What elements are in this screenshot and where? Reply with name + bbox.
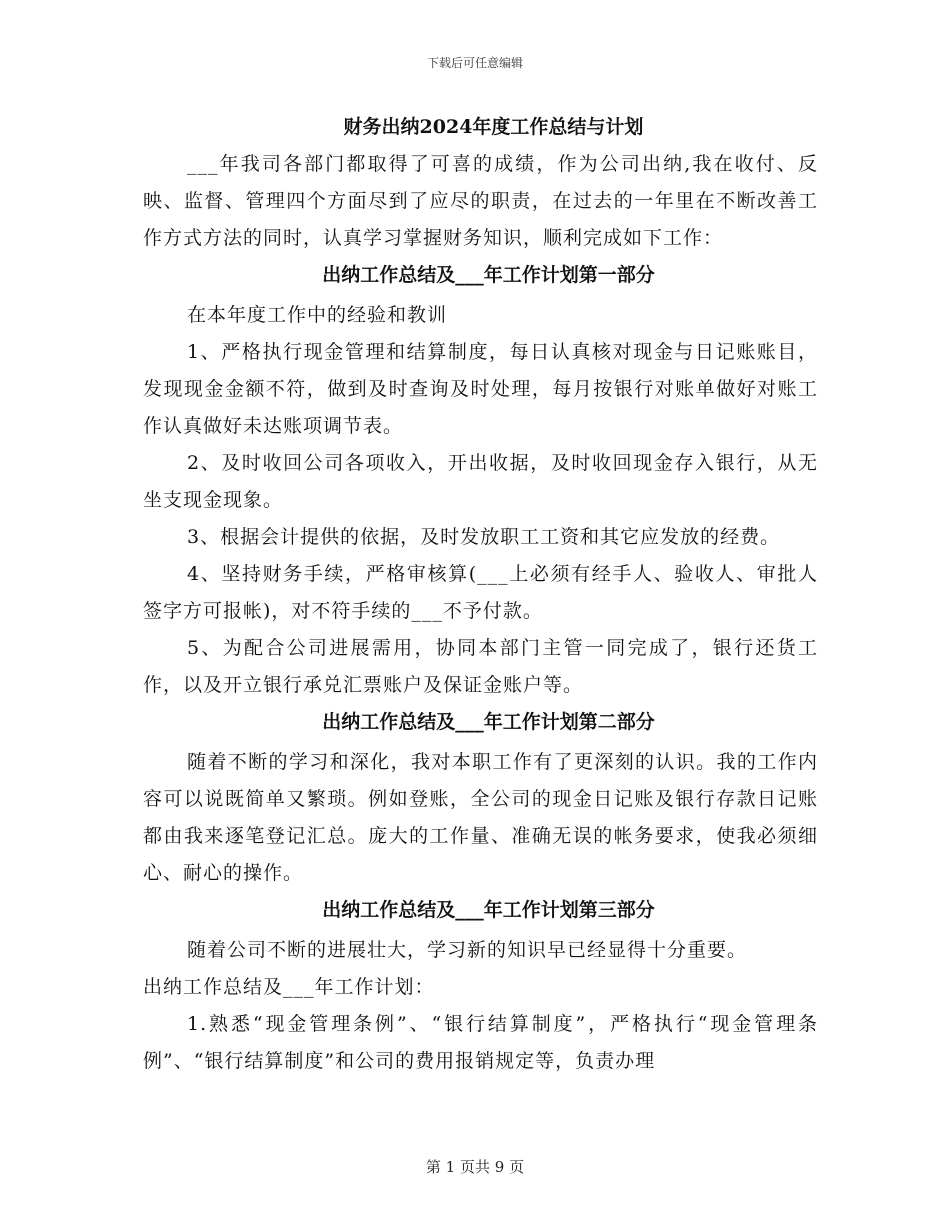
section-paragraph: 随着公司不断的进展壮大，学习新的知识早已经显得十分重要。 [187,939,748,961]
section-heading-3: 出纳工作总结及___年工作计划第三部分 [322,899,655,921]
list-item: 5、为配合公司进展需用，协同本部门主管一同完成了，银行还货工作，以及开立银行承兑汇票账户及保证金账户等。 [143,637,818,696]
section-subheading: 在本年度工作中的经验和教训 [187,304,448,326]
section-heading-1: 出纳工作总结及___年工作计划第一部分 [322,264,655,286]
header-note: 下载后可任意编辑 [426,56,523,70]
page-indicator: 第 1 页共 9 页 [425,1158,525,1176]
list-item: 3、根据会计提供的依据，及时发放职工工资和其它应发放的经费。 [187,526,781,548]
intro-paragraph: ___年我司各部门都取得了可喜的成绩，作为公司出纳,我在收付、反映、监督、管理四个方面尽到了应尽的职责，在过去的一年里在不断改善工作方式方法的同时，认真学习掌握财务知识，顺利完成如下工作： [143,153,818,249]
document-body [143,112,818,1080]
list-item: 4、坚持财务手续，严格审核算(___上必须有经手人、验收人、审批人签字方可报帐)，对不符手续的___不予付款。 [143,563,818,622]
list-item: 1、严格执行现金管理和结算制度，每日认真核对现金与日记账账目，发现现金金额不符，做到及时查询及时处理，每月按银行对账单做好对账工作认真做好未达账项调节表。 [143,341,818,437]
section-paragraph: 随着不断的学习和深化，我对本职工作有了更深刻的认识。我的工作内容可以说既简单又繁琐。例如登账，全公司的现金日记账及银行存款日记账都由我来逐笔登记汇总。庞大的工作量、准确无误的帐务要求，使我必须细心、耐心的操作。 [143,751,818,884]
document-title: 财务出纳2024年度工作总结与计划 [343,116,644,138]
list-item: 2、及时收回公司各项收入，开出收据，及时收回现金存入银行，从无坐支现金现象。 [143,452,818,511]
list-item: 1.熟悉“现金管理条例”、“银行结算制度”，严格执行“现金管理条例”、“银行结算制度”和公司的费用报销规定等，负责办理 [143,1013,818,1072]
section-heading-2: 出纳工作总结及___年工作计划第二部分 [322,711,655,733]
plan-line: 出纳工作总结及___年工作计划： [143,976,435,998]
